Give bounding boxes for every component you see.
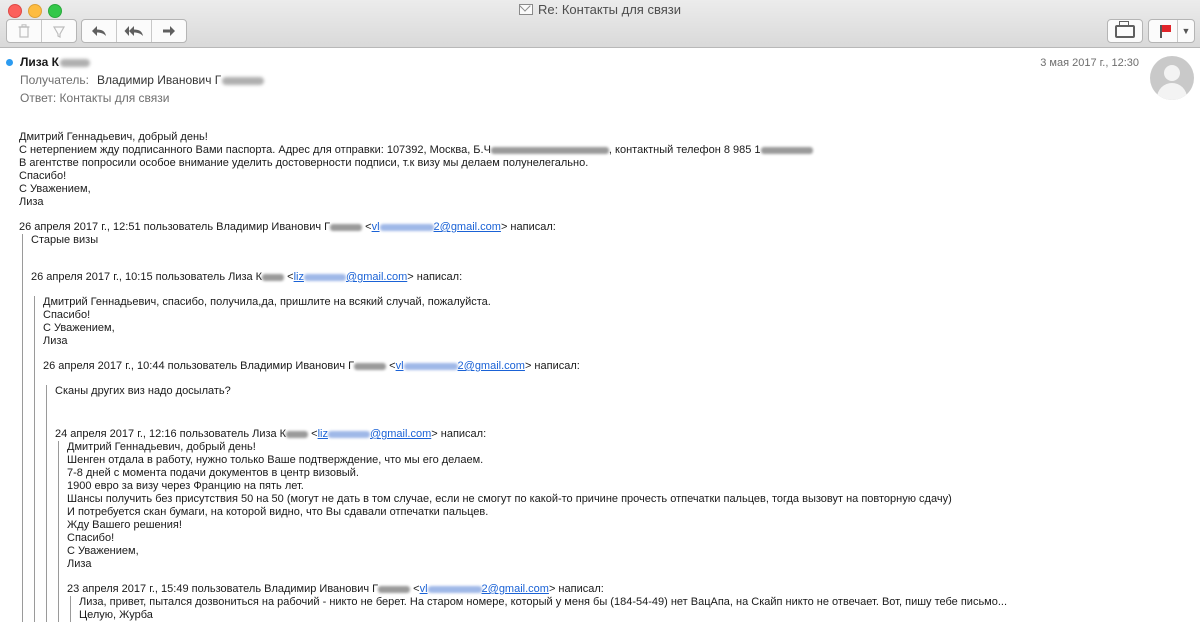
reply-forward-group [81, 19, 187, 43]
body-line: Шенген отдала в работу, нужно только Ваше подтверждение, что мы его делаем. [67, 454, 484, 466]
reply-icon [91, 25, 107, 37]
reply-all-button[interactable] [117, 20, 152, 42]
recipient-row [20, 73, 264, 87]
quote-header: 26 апреля 2017 г., 10:15 пользователь Лиза К <liz @gmail.com> написал: [31, 271, 463, 283]
quote-level-4 [58, 441, 1189, 622]
quote-header: 24 апреля 2017 г., 12:16 пользователь Лиза К <liz @gmail.com> написал: [55, 428, 487, 440]
recipient-label: Получатель: [20, 73, 89, 87]
body-line: С нетерпением жду подписанного Вами паспорта. Адрес для отправки: 107392, Москва, Б.Ч , контактный телефон 8 985 1 [19, 144, 1189, 157]
body-line: Спасибо! [19, 170, 67, 182]
body-line: Спасибо! [43, 309, 91, 321]
body-line: Шансы получить без присутствия 50 на 50 (могут не дать в том случае, если не смогут по какой-то причине прочесть отпечатки пальцев, тогда вызовут на повторную сдачу) [67, 493, 952, 505]
redacted-text [304, 274, 346, 281]
chevron-down-icon: ▼ [1181, 26, 1191, 36]
print-button[interactable] [1108, 20, 1142, 42]
quote-level-2 [34, 296, 1189, 622]
body-line: С Уважением, [43, 322, 115, 334]
redacted-text [428, 586, 482, 593]
body-line: Лиза, привет, пытался дозвониться на рабочий - никто не берет. На старом номере, который у меня бы (184-54-49) нет ВацАпа, на Скайп никто не отвечает. Вот, пишу тебе письмо... [79, 596, 1008, 608]
subject-row [20, 91, 169, 105]
redacted-text [328, 431, 370, 438]
body-line: Лиза [43, 335, 68, 347]
redacted-text [60, 59, 90, 67]
unread-indicator [6, 59, 13, 66]
body-line: В агентстве попросили особое внимание уделить достоверности подписи, т.к визу мы делаем полунелегально. [19, 157, 589, 169]
body-line: Лиза [67, 558, 92, 570]
quote-level-1 [22, 234, 1189, 622]
quote-level-5 [70, 596, 1189, 622]
body-line: Спасибо! [67, 532, 115, 544]
reply-all-icon [124, 25, 144, 37]
avatar [1150, 56, 1194, 100]
junk-icon [52, 25, 66, 38]
junk-button[interactable] [42, 20, 76, 42]
avatar-body [1157, 83, 1187, 100]
subject-value: Контакты для связи [59, 91, 170, 105]
envelope-icon [519, 4, 533, 15]
avatar-head [1164, 65, 1180, 81]
trash-icon [18, 24, 30, 38]
message-date: 3 мая 2017 г., 12:30 [1040, 57, 1139, 69]
print-group [1107, 19, 1143, 43]
flag-button[interactable] [1149, 20, 1178, 42]
window-toolbar [0, 0, 1200, 48]
forward-button[interactable] [152, 20, 186, 42]
body-line: Дмитрий Геннадьевич, добрый день! [19, 131, 208, 143]
redacted-text [330, 224, 362, 231]
reply-button[interactable] [82, 20, 117, 42]
quote-header: 26 апреля 2017 г., 10:44 пользователь Владимир Иванович Г <vl 2@gmail.com> написал: [43, 360, 580, 372]
delete-button[interactable] [7, 20, 42, 42]
quote-header: 23 апреля 2017 г., 15:49 пользователь Владимир Иванович Г <vl 2@gmail.com> написал: [67, 583, 604, 595]
quote-level-3 [46, 385, 1189, 622]
body-line: Старые визы [31, 234, 99, 246]
forward-icon [162, 25, 176, 37]
delete-junk-group [6, 19, 77, 43]
redacted-text [222, 77, 264, 85]
redacted-text [262, 274, 284, 281]
body-line: 1900 евро за визу через Францию на пять лет. [67, 480, 304, 492]
body-line: С Уважением, [19, 183, 91, 195]
recipient-value[interactable]: Владимир Иванович Г [97, 73, 264, 87]
flag-group [1148, 19, 1195, 43]
redacted-text [354, 363, 386, 370]
body-line: Лиза [19, 196, 44, 208]
window-title: Re: Контакты для связи [0, 2, 1200, 17]
body-line: И потребуется скан бумаги, на которой видно, что Вы сдавали отпечатки пальцев. [67, 506, 489, 518]
body-line: С Уважением, [67, 545, 139, 557]
redacted-text [380, 224, 434, 231]
flag-menu-button[interactable] [1178, 20, 1194, 42]
redacted-text [761, 147, 813, 154]
body-line: Дмитрий Геннадьевич, добрый день! [67, 441, 256, 453]
email-link[interactable]: liz @gmail.com [317, 428, 432, 440]
body-line: Дмитрий Геннадьевич, спасибо, получила,да, пришлите на всякий случай, пожалуйста. [43, 296, 491, 308]
sender-name[interactable]: Лиза К [20, 55, 90, 69]
redacted-text [404, 363, 458, 370]
email-link[interactable]: vl 2@gmail.com [419, 583, 549, 595]
body-line: 7-8 дней с момента подачи документов в центр визовый. [67, 467, 359, 479]
quote-header: 26 апреля 2017 г., 12:51 пользователь Владимир Иванович Г <vl 2@gmail.com> написал: [19, 221, 556, 233]
body-line: Жду Вашего решения! [67, 519, 182, 531]
body-line: Сканы других виз надо досылать? [55, 385, 231, 397]
print-icon [1115, 25, 1135, 38]
subject-label: Ответ: [20, 91, 57, 105]
message-body [19, 131, 1189, 622]
email-link[interactable]: vl 2@gmail.com [371, 221, 501, 233]
redacted-text [378, 586, 410, 593]
email-link[interactable]: vl 2@gmail.com [395, 360, 525, 372]
redacted-text [286, 431, 308, 438]
flag-icon [1160, 25, 1162, 38]
email-link[interactable]: liz @gmail.com [293, 271, 408, 283]
redacted-text [491, 147, 609, 154]
body-line: Целую, Журба [79, 609, 153, 621]
